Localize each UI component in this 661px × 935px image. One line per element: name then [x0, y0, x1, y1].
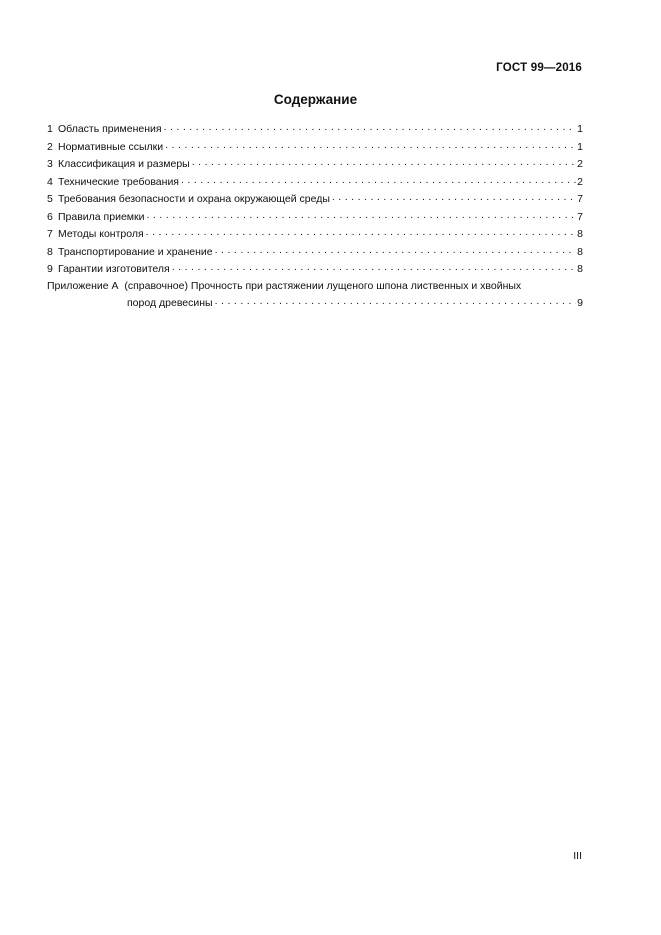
toc-leader-dots: [165, 138, 576, 150]
toc-entry-number: 9: [47, 263, 53, 275]
toc-leader-dots: [172, 260, 576, 272]
toc-entry-3[interactable]: [47, 155, 583, 173]
toc-leader-dots: [215, 243, 577, 255]
toc-entry-text: Транспортирование и хранение: [58, 245, 213, 258]
toc-entry-page: 1: [577, 123, 583, 135]
toc-entry-number: 5: [47, 193, 53, 205]
toc-entry-8[interactable]: [47, 243, 583, 261]
toc-entry-page: 2: [577, 158, 583, 170]
toc-entry-text: Область применения: [58, 123, 162, 135]
toc-entry-page: 8: [577, 263, 583, 275]
toc-entry-number: 2: [47, 140, 53, 153]
toc-leader-dots: [332, 190, 576, 202]
appendix-label: Приложение А: [47, 279, 119, 292]
toc-entry-number: 8: [47, 245, 53, 258]
appendix-title-line-2: пород древесины: [127, 297, 213, 309]
toc-entry-text: Требования безопасности и охрана окружающей среды: [58, 193, 330, 205]
toc-entry-page: 2: [577, 175, 583, 188]
toc-entry-number: 1: [47, 123, 53, 135]
appendix-title-line-1: (справочное) Прочность при растяжении лущеного шпона лиственных и хвойных: [124, 279, 522, 292]
toc-entry-9[interactable]: [47, 260, 583, 278]
toc-entry-text: Методы контроля: [58, 228, 144, 240]
toc-entry-number: 4: [47, 175, 53, 188]
toc-entry-2[interactable]: [47, 138, 583, 156]
toc-title: Содержание: [273, 92, 358, 107]
toc-entry-number: 6: [47, 210, 53, 223]
toc-entry-text: Технические требования: [58, 175, 179, 188]
toc-entry-7[interactable]: [47, 225, 583, 243]
document-code: ГОСТ 99—2016: [496, 62, 582, 74]
toc-entry-4[interactable]: [47, 173, 583, 191]
toc-entry-page: 9: [577, 297, 583, 309]
toc-entry-text: Гарантии изготовителя: [58, 263, 170, 275]
toc-entry-text: Правила приемки: [58, 210, 145, 223]
toc-leader-dots: [164, 120, 577, 132]
toc-entry-5[interactable]: [47, 190, 583, 208]
toc-leader-dots: [192, 155, 576, 167]
toc-entry-page: 8: [577, 228, 583, 240]
toc-entry-text: Нормативные ссылки: [58, 140, 164, 153]
toc-leader-dots: [146, 208, 576, 220]
toc-entry-appendix-a[interactable]: [47, 278, 583, 312]
toc-leader-dots: [181, 173, 576, 185]
toc-leader-dots: [215, 294, 577, 306]
toc-entry-text: Классификация и размеры: [58, 158, 190, 170]
toc-entry-number: 7: [47, 228, 53, 240]
toc-entry-number: 3: [47, 158, 53, 170]
toc-entry-page: 1: [577, 140, 583, 153]
toc-entry-page: 7: [577, 210, 583, 223]
table-of-contents: [47, 120, 583, 312]
toc-leader-dots: [146, 225, 576, 237]
toc-entry-6[interactable]: [47, 208, 583, 226]
toc-entry-page: 8: [577, 245, 583, 258]
page-number: III: [573, 850, 582, 862]
toc-entry-1[interactable]: [47, 120, 583, 138]
toc-entry-page: 7: [577, 193, 583, 205]
